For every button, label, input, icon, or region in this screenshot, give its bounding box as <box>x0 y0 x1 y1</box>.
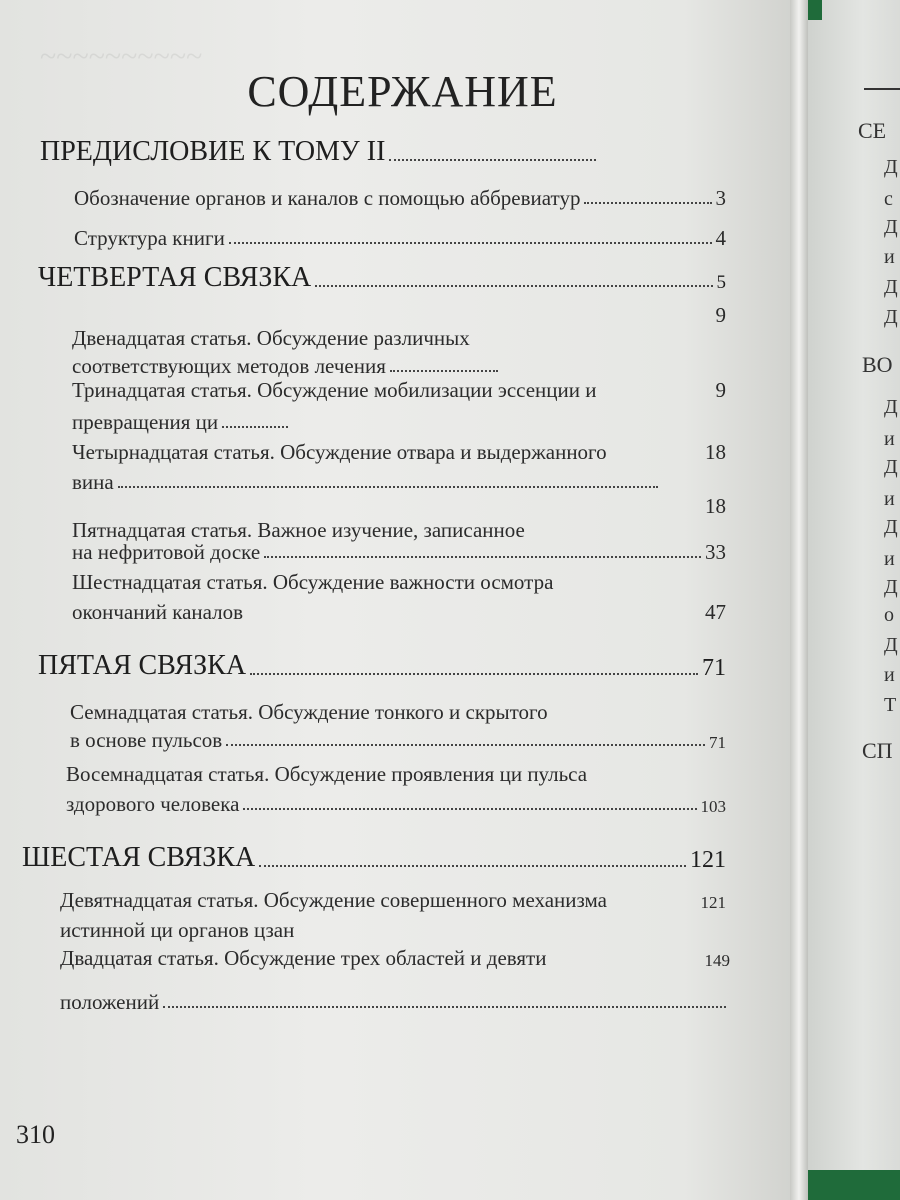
toc-label: Обозначение органов и каналов с помощью аббревиатур <box>74 186 581 210</box>
toc-entry-12-line2[interactable] <box>72 354 502 379</box>
leader-dots <box>163 1006 726 1008</box>
toc-page: 149 <box>704 951 730 970</box>
toc-label: ЧЕТВЕРТАЯ СВЯЗКА <box>38 262 312 293</box>
leader-dots <box>264 556 701 558</box>
toc-page: 9 <box>715 303 726 327</box>
toc-page: 3 <box>715 186 726 210</box>
toc-entry-14-line2[interactable] <box>72 470 662 495</box>
toc-label: соответствующих методов лечения <box>72 354 386 378</box>
toc-part-four[interactable] <box>38 262 726 294</box>
toc-entry-17-line2[interactable] <box>70 728 726 753</box>
toc-entry-18[interactable] <box>66 762 726 787</box>
toc-page: 121 <box>690 847 726 873</box>
leader-dots <box>259 865 686 867</box>
rule-line <box>864 88 900 90</box>
toc-entry-13[interactable] <box>72 378 726 403</box>
toc-page: 71 <box>702 655 726 681</box>
leader-dots <box>243 808 696 810</box>
toc-label: Структура книги <box>74 226 225 250</box>
toc-label: в основе пульсов <box>70 728 223 752</box>
cover-edge-bottom <box>808 1170 900 1200</box>
toc-label: на нефритовой доске <box>72 540 261 564</box>
toc-entry-17[interactable] <box>70 700 726 725</box>
toc-page: 5 <box>716 272 726 293</box>
toc-entry-12-page[interactable] <box>72 304 726 328</box>
toc-entry-12-line1: Двенадцатая статья. Обсуждение различных <box>72 326 470 350</box>
toc-label: Шестнадцатая статья. Обсуждение важности осмотра <box>72 570 554 594</box>
toc-page: 103 <box>700 797 726 816</box>
toc-entry-15-line2[interactable] <box>72 540 726 565</box>
toc-entry-abbreviations[interactable] <box>74 186 726 211</box>
right-page: СЕ Д с Д и Д Д ВО Д и Д и Д и Д о Д и Т СП <box>808 0 900 1200</box>
toc-page: 18 <box>705 440 726 464</box>
toc-part-six[interactable] <box>22 842 726 874</box>
leader-dots <box>315 285 712 287</box>
leader-dots <box>250 673 698 675</box>
toc-label: Тринадцатая статья. Обсуждение мобилизации эссенции и <box>72 378 597 402</box>
toc-entry-16-line2[interactable] <box>72 600 726 625</box>
toc-label: Двадцатая статья. Обсуждение трех областей и девяти <box>60 946 547 970</box>
leader-dots <box>118 486 658 488</box>
toc-entry-19[interactable] <box>60 888 726 913</box>
toc-page: 4 <box>715 226 726 250</box>
leader-dots <box>584 202 711 204</box>
leader-dots <box>226 744 705 746</box>
toc-page: 9 <box>715 378 726 402</box>
toc-label: положений <box>60 990 160 1014</box>
toc-entry-20[interactable] <box>60 946 730 971</box>
cover-edge <box>808 0 822 20</box>
toc-page: 18 <box>705 494 726 518</box>
leader-dots <box>390 370 498 372</box>
toc-entry-16[interactable] <box>72 570 726 595</box>
bleed-through-text: ~~~~~~~~~~ <box>40 40 203 73</box>
toc-entry-18-line2[interactable] <box>66 792 726 817</box>
leader-dots <box>229 242 712 244</box>
right-heading-1: СЕ <box>858 118 887 143</box>
toc-label: Восемнадцатая статья. Обсуждение проявления ци пульса <box>66 762 588 786</box>
toc-label: здорового человека <box>66 792 240 816</box>
toc-label: вина <box>72 470 114 494</box>
toc-entry-13-line2[interactable] <box>72 410 292 435</box>
toc-label: превращения ци <box>72 410 219 434</box>
toc-label: Девятнадцатая статья. Обсуждение совершенного механизма <box>60 888 607 912</box>
page-title: СОДЕРЖАНИЕ <box>247 67 558 116</box>
toc-part-preface[interactable] <box>40 136 600 168</box>
right-heading-3: СП <box>862 738 893 763</box>
toc-entry-20-line2[interactable] <box>60 990 730 1015</box>
toc-entry-19-line2[interactable] <box>60 918 440 943</box>
toc-page: 47 <box>705 600 726 624</box>
toc-entry-14[interactable] <box>72 440 726 465</box>
toc-part-five[interactable] <box>38 650 726 682</box>
toc-label: ШЕСТАЯ СВЯЗКА <box>22 842 256 873</box>
toc-page: 121 <box>700 893 726 912</box>
toc-page: 33 <box>705 540 726 564</box>
toc-label: ПРЕДИСЛОВИЕ К ТОМУ II <box>40 136 386 167</box>
toc-label: истинной ци органов цзан <box>60 918 295 942</box>
page-edge <box>790 0 808 1200</box>
toc-label: ПЯТАЯ СВЯЗКА <box>38 650 247 681</box>
toc-page: 71 <box>709 733 726 752</box>
toc-label: Четырнадцатая статья. Обсуждение отвара и выдержанного <box>72 440 607 464</box>
toc-label: окончаний каналов <box>72 600 244 624</box>
toc-entry-structure[interactable] <box>74 226 726 251</box>
toc-label: Пятнадцатая статья. Важное изучение, записанное <box>72 518 525 542</box>
right-heading-2: ВО <box>862 352 893 377</box>
toc-entry-15-page[interactable] <box>72 494 726 519</box>
leader-dots <box>222 426 288 428</box>
toc-label: Семнадцатая статья. Обсуждение тонкого и скрытого <box>70 700 548 724</box>
page-number: 310 <box>16 1120 55 1149</box>
leader-dots <box>389 159 596 161</box>
